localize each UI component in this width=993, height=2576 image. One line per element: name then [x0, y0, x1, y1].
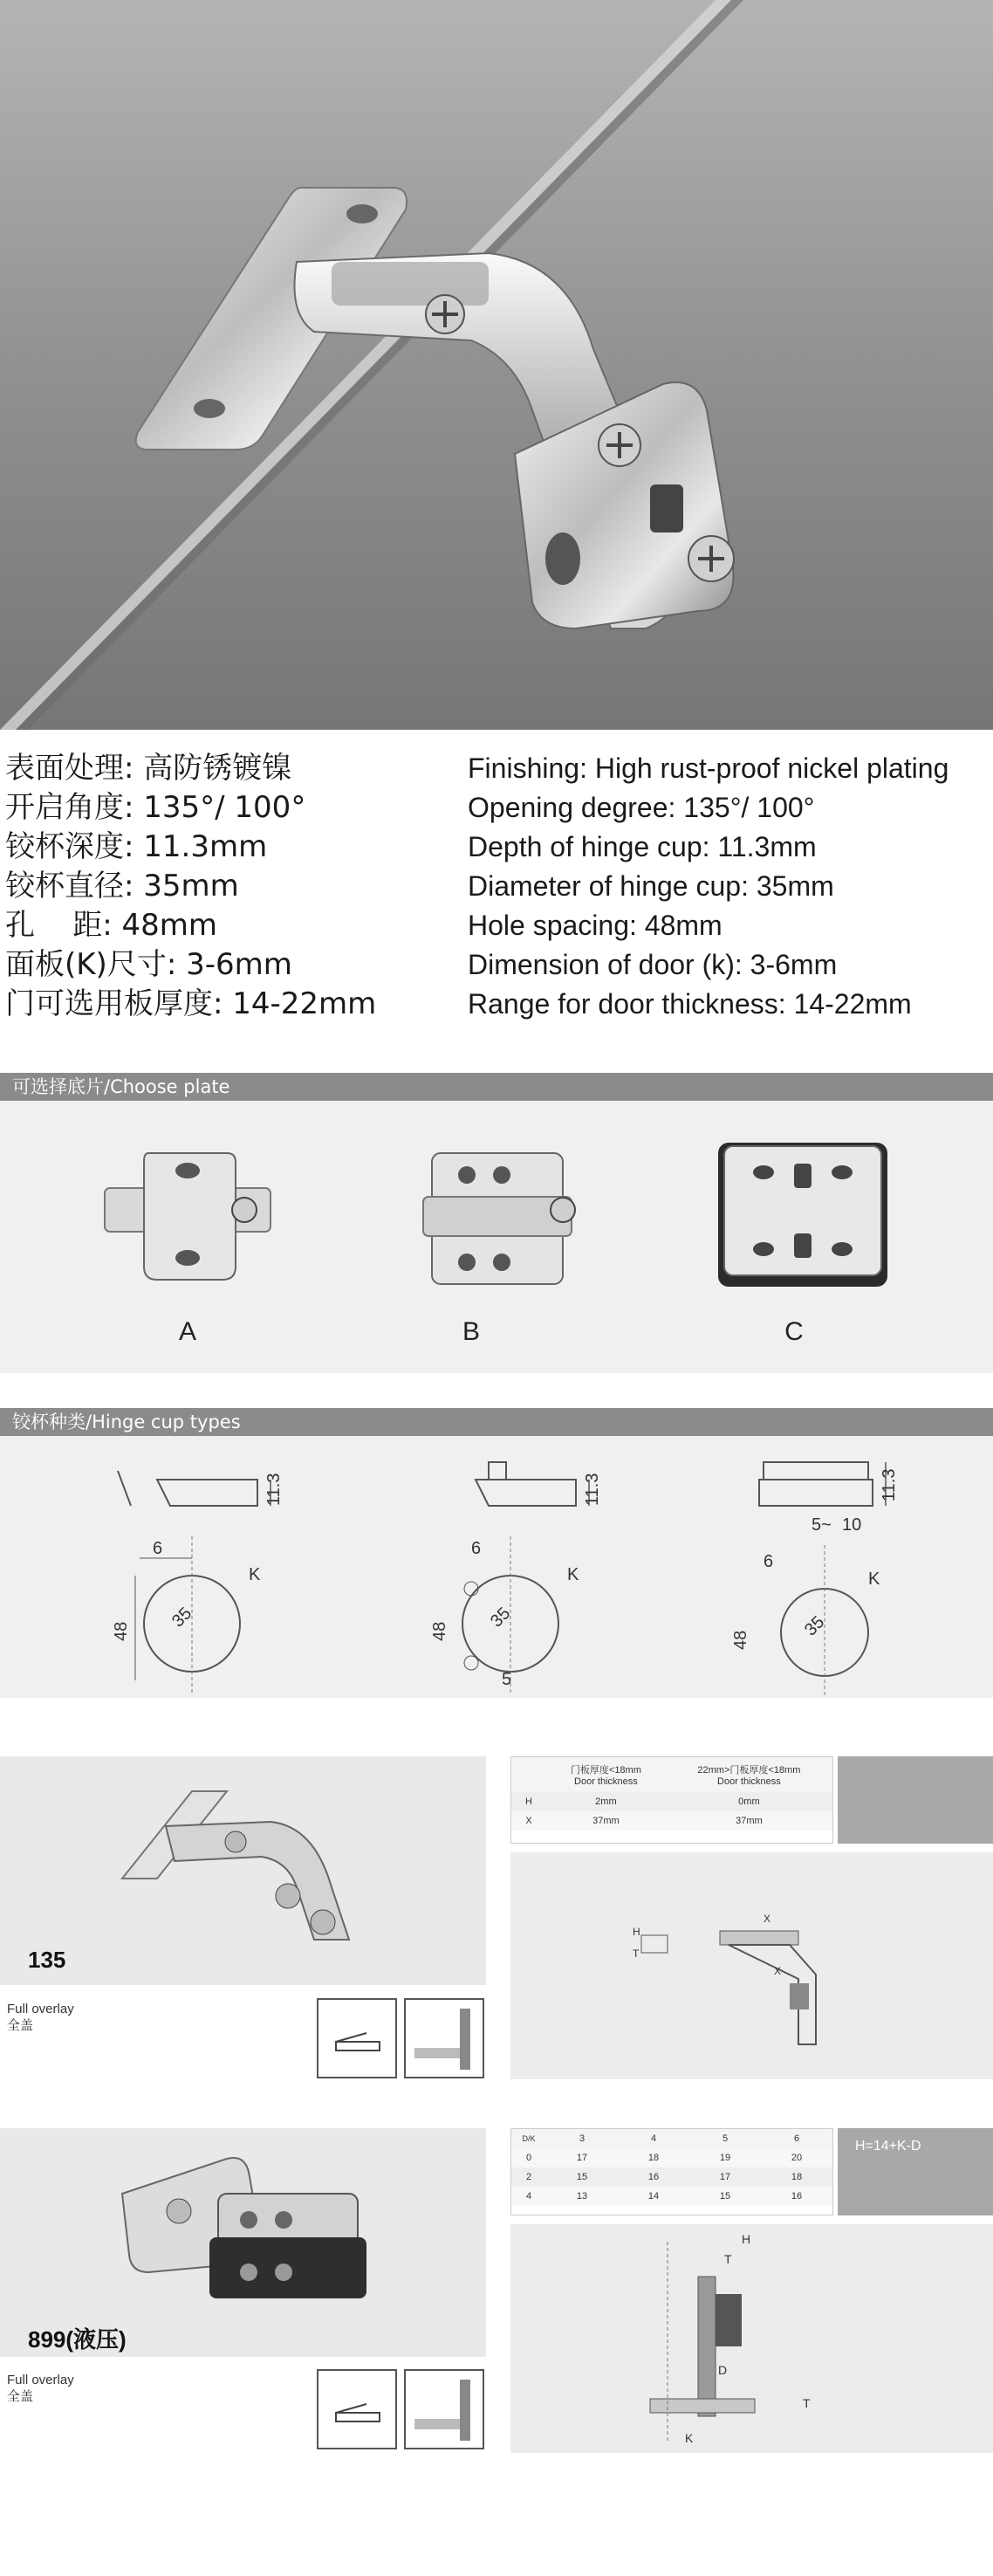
cup3-diameter: 35 [800, 1612, 829, 1640]
table-row [511, 2167, 832, 2187]
d135-label-x-side: X [774, 1965, 782, 1977]
d899-label-t-top: T [724, 2252, 732, 2266]
d899-label-k: K [685, 2431, 694, 2445]
t899-corner-top: D [522, 2134, 528, 2143]
product-899-install-diagram [510, 2224, 993, 2453]
cup1-depth: 11.3 [264, 1473, 284, 1506]
t135-row-x-v2: 37mm [736, 1816, 763, 1826]
cup-types-panel [0, 1436, 993, 1698]
d899-label-d: D [718, 2363, 728, 2377]
cup2-offset: 6 [471, 1539, 482, 1558]
spec-cup-depth-cn: 铰杯深度: 11.3mm [5, 829, 268, 864]
t899-row1-label: 2 [525, 2172, 532, 2182]
t135-col1-en: Door thickness [574, 1776, 638, 1787]
t899-cell: 15 [576, 2172, 588, 2182]
product-899-overlay-en: Full overlay [7, 2373, 74, 2387]
cup1-k: K [249, 1565, 261, 1584]
cup2-hole: 5 [502, 1670, 512, 1689]
plate-c-image [711, 1136, 894, 1293]
t899-cell: 18 [647, 2153, 660, 2163]
spec-door-k-en: Dimension of door (k): 3-6mm [468, 949, 838, 980]
hinge-illustration [0, 0, 993, 730]
t899-row0-label: 0 [525, 2153, 532, 2163]
t899-cell: 17 [576, 2153, 588, 2163]
cup2-k: K [567, 1565, 579, 1584]
plate-a-label: A [178, 1317, 196, 1346]
d899-label-t-side: T [803, 2396, 811, 2410]
spec-opening-cn: 开启角度: 135°/ 100° [5, 790, 306, 825]
d135-label-x-top: X [764, 1913, 771, 1925]
closed-door-icon [406, 2000, 483, 2077]
t135-row-h-v2: 0mm [738, 1796, 760, 1807]
t899-header-0: 3 [579, 2133, 586, 2144]
table-row [511, 1811, 832, 1831]
spec-hole-spacing-cn: 孔 距: 48mm [5, 908, 217, 943]
t899-header-3: 6 [793, 2133, 800, 2144]
product-135-table [510, 1756, 833, 1844]
plate-panel [0, 1101, 993, 1373]
product-899-model: 899(液压) [28, 2326, 127, 2353]
product-135-overlay-row [0, 1996, 486, 2080]
t135-col2-cn: 22mm>门板厚度<18mm [697, 1765, 801, 1776]
section-bar-hinge-cup-types: 铰杯种类/Hinge cup types [0, 1408, 993, 1436]
cup-diagram-1 [112, 1471, 284, 1693]
product-135-overlay-en: Full overlay [7, 2002, 74, 2016]
hero-product-photo [0, 0, 993, 730]
plate-a-image [96, 1136, 279, 1293]
product-899-overlay-cn: 全盖 [7, 2389, 34, 2404]
plate-b-image [406, 1136, 589, 1293]
cup3-hole-range-a: 5~ [812, 1515, 832, 1535]
t899-header-1: 4 [650, 2133, 657, 2144]
t135-row-h-v1: 2mm [595, 1796, 617, 1807]
spec-door-thickness-cn: 门可选用板厚度: 14-22mm [5, 986, 377, 1021]
product-135-model: 135 [28, 1947, 66, 1973]
table-row [511, 1792, 832, 1811]
t899-header-2: 5 [722, 2133, 729, 2144]
product-135-overlay-cn: 全盖 [7, 2018, 34, 2033]
spec-finishing-en: Finishing: High rust-proof nickel plating [468, 752, 949, 784]
closed-door-icon [406, 2371, 483, 2448]
cup2-depth: 11.3 [583, 1473, 602, 1506]
t135-col1-cn: 门板厚度<18mm [570, 1765, 641, 1776]
spec-cup-depth-en: Depth of hinge cup: 11.3mm [468, 831, 817, 862]
product-899-photo-panel [0, 2128, 486, 2357]
cup-diagram-2 [430, 1462, 602, 1693]
cup-diagram-3 [731, 1462, 899, 1698]
spec-list-chinese [5, 749, 459, 1024]
product-135-image [96, 1774, 393, 1957]
spec-cup-diameter-cn: 铰杯直径: 35mm [5, 869, 239, 903]
t135-col2-en: Door thickness [717, 1776, 781, 1787]
t899-cell: 15 [719, 2191, 731, 2202]
product-135-photo-panel [0, 1756, 486, 1985]
cup3-depth: 11.3 [880, 1468, 899, 1501]
spec-list-english [468, 749, 991, 1024]
product-135-thumb-open [317, 1998, 397, 2078]
t899-cell: 20 [791, 2153, 803, 2163]
t135-row-h-label: H [525, 1796, 532, 1807]
t899-cell: 18 [791, 2172, 803, 2182]
product-135-gray-block [838, 1756, 993, 1844]
cup3-spacing: 48 [731, 1630, 750, 1650]
t899-row2-label: 4 [525, 2191, 532, 2202]
product-899-diagram [510, 2224, 993, 2453]
d135-label-t: T [633, 1947, 640, 1960]
product-899-image [96, 2141, 393, 2325]
cup-type-diagrams [0, 1436, 993, 1698]
cup3-k: K [868, 1570, 880, 1589]
t135-row-x-label: X [525, 1816, 532, 1826]
t899-cell: 16 [647, 2172, 660, 2182]
t899-corner-bottom: K [530, 2134, 536, 2143]
spec-opening-en: Opening degree: 135°/ 100° [468, 792, 815, 823]
section-bar-choose-plate: 可选择底片/Choose plate [0, 1073, 993, 1101]
cup1-spacing: 48 [112, 1621, 131, 1641]
table-row [511, 2187, 832, 2206]
spec-door-thickness-en: Range for door thickness: 14-22mm [468, 988, 912, 1020]
spec-finishing-cn: 表面处理: 高防锈镀镍 [5, 751, 292, 786]
spec-cup-diameter-en: Diameter of hinge cup: 35mm [468, 870, 834, 902]
t899-cell: 14 [647, 2191, 660, 2202]
open-door-icon [318, 2000, 395, 2077]
d899-label-h: H [742, 2232, 751, 2246]
spec-door-k-cn: 面板(K)尺寸: 3-6mm [5, 947, 292, 982]
spec-hole-spacing-en: Hole spacing: 48mm [468, 910, 722, 941]
product-899-table: D/K 3 4 5 6 0 17 18 19 20 2 15 16 17 18 4 13 14 15 16 [510, 2128, 833, 2215]
cup2-diameter: 35 [486, 1604, 515, 1631]
t899-cell: 17 [719, 2172, 731, 2182]
product-899-overlay-row [0, 2367, 486, 2451]
cup1-diameter: 35 [168, 1604, 196, 1631]
product-899-thumb-closed [404, 2369, 484, 2449]
t899-cell: 16 [791, 2191, 803, 2202]
cup3-offset: 6 [764, 1552, 774, 1571]
open-door-icon [318, 2371, 395, 2448]
cup3-hole-range-b: 10 [842, 1515, 862, 1535]
product-899-thumb-open [317, 2369, 397, 2449]
plate-b-label: B [462, 1317, 480, 1346]
table-row [511, 2148, 832, 2167]
plate-c-label: C [784, 1317, 804, 1346]
product-135-diagram [510, 1852, 993, 2079]
product-899-formula-box: H=14+K-D [838, 2128, 993, 2215]
product-135-thumb-closed [404, 1998, 484, 2078]
t899-cell: 13 [576, 2191, 588, 2202]
cup1-offset: 6 [153, 1539, 163, 1558]
t135-row-x-v1: 37mm [592, 1816, 620, 1826]
d135-label-h: H [633, 1926, 640, 1938]
t899-cell: 19 [719, 2153, 731, 2163]
product-135-install-diagram [510, 1852, 993, 2079]
cup2-spacing: 48 [430, 1621, 449, 1641]
